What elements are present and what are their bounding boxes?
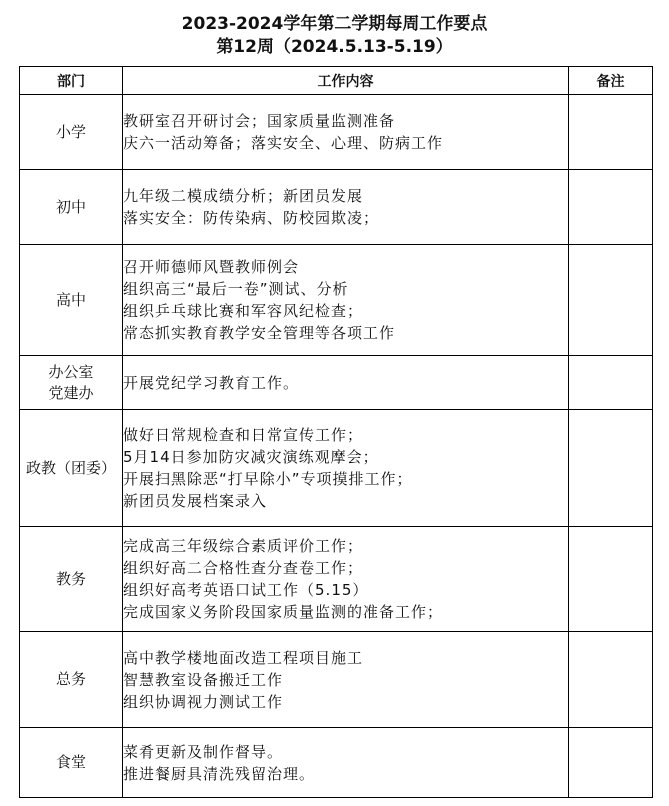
department-name: 办公室 (48, 362, 94, 381)
content-line: 召开师德师风暨教师例会 (123, 258, 300, 276)
content-line: 组织好高二合格性查分查卷工作； (123, 559, 364, 577)
table-row (20, 245, 653, 356)
content-line: 组织乒乓球比赛和军容风纪检查； (123, 302, 364, 320)
content-line: 组织好高考英语口试工作（5.15） (123, 581, 369, 599)
table-header-row (20, 67, 653, 95)
department-cell (20, 632, 123, 728)
remarks-cell (569, 410, 653, 527)
content-line: 常态抓实教育教学安全管理等各项工作 (123, 324, 396, 342)
content-line: 做好日常规检查和日常宣传工作； (123, 426, 364, 444)
department-name: 初中 (55, 197, 86, 216)
content-line: 开展扫黑除恶“打早除小”专项摸排工作； (123, 470, 413, 488)
content-line: 组织高三“最后一卷”测试、分析 (123, 280, 349, 298)
table-row (20, 356, 653, 410)
content-line: 组织协调视力测试工作 (123, 692, 284, 711)
content-line: 新团员发展档案录入 (123, 492, 268, 510)
remarks-cell (569, 632, 653, 728)
content-cell (123, 95, 569, 170)
content-line: 菜肴更新及制作督导。 (123, 742, 284, 761)
department-cell (20, 527, 123, 632)
department-cell (20, 170, 123, 245)
header-remarks: 备注 (569, 67, 653, 95)
remarks-cell (569, 170, 653, 245)
content-line: 开展党纪学习教育工作。 (123, 373, 300, 392)
table-row (20, 728, 653, 798)
content-line: 完成国家义务阶段国家质量监测的准备工作； (123, 603, 444, 621)
department-name: 政教（团委） (25, 458, 116, 477)
department-cell (20, 356, 123, 410)
document-title: 2023-2024学年第二学期每周工作要点 (181, 14, 488, 34)
content-cell (123, 728, 569, 798)
content-line: 智慧教室设备搬迁工作 (123, 670, 284, 689)
department-name: 教务 (55, 569, 86, 588)
table-row (20, 527, 653, 632)
content-cell (123, 356, 569, 410)
remarks-cell (569, 728, 653, 798)
table-row (20, 95, 653, 170)
department-cell (20, 728, 123, 798)
department-cell (20, 410, 123, 527)
header-work-content: 工作内容 (123, 67, 569, 95)
document-subtitle-week: 第12周（2024.5.13-5.19） (216, 37, 453, 57)
header-department: 部门 (20, 67, 123, 95)
content-cell (123, 410, 569, 527)
content-line: 高中教学楼地面改造工程项目施工 (123, 648, 364, 667)
content-line: 推进餐厨具清洗残留治理。 (123, 764, 316, 783)
content-line: 完成高三年级综合素质评价工作； (123, 537, 364, 555)
department-name: 党建办 (48, 383, 94, 402)
content-line: 5月14日参加防灾减灾演练观摩会； (123, 448, 379, 466)
content-line: 庆六一活动筹备；落实安全、心理、防病工作 (123, 134, 444, 152)
content-line: 落实安全：防传染病、防校园欺凌； (123, 209, 380, 227)
remarks-cell (569, 356, 653, 410)
content-line: 教研室召开研讨会；国家质量监测准备 (123, 112, 396, 130)
department-name: 食堂 (55, 753, 86, 771)
remarks-cell (569, 527, 653, 632)
department-name: 小学 (55, 122, 86, 141)
content-cell (123, 632, 569, 728)
department-name: 总务 (55, 670, 86, 688)
table-row (20, 170, 653, 245)
remarks-cell (569, 95, 653, 170)
content-cell (123, 245, 569, 356)
content-line: 九年级二模成绩分析；新团员发展 (123, 187, 364, 205)
table-row (20, 410, 653, 527)
department-cell (20, 245, 123, 356)
content-cell (123, 527, 569, 632)
weekly-plan-table (19, 66, 653, 798)
department-name: 高中 (55, 290, 86, 309)
department-cell (20, 95, 123, 170)
content-cell (123, 170, 569, 245)
table-row (20, 632, 653, 728)
remarks-cell (569, 245, 653, 356)
